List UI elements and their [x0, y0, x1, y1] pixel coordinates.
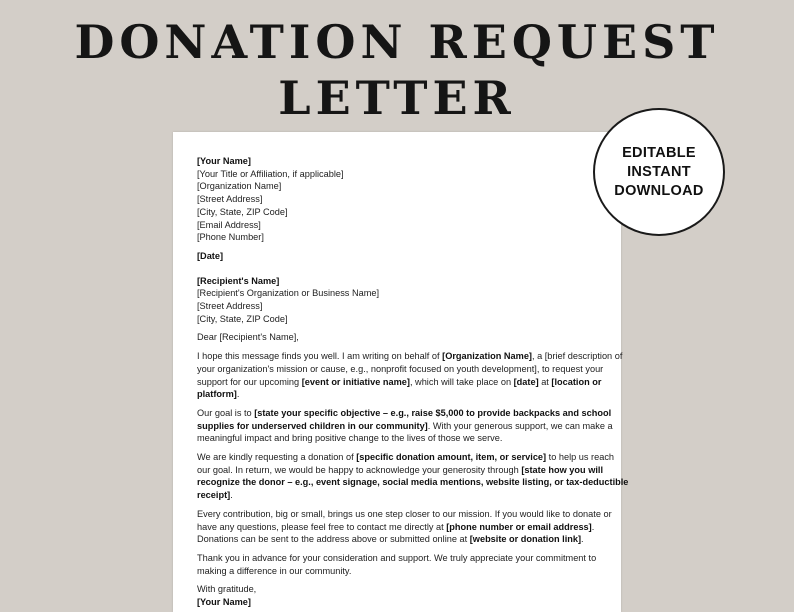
recipient-name: [Recipient's Name]: [197, 275, 280, 286]
paragraph-thanks: Thank you in advance for your consideration and support. We truly appreciate your commitment to making a difference in our community.: [197, 552, 597, 576]
closing-block: [197, 583, 597, 608]
editable-download-badge: [593, 108, 725, 236]
paragraph-goal: Our goal is to [state your specific objective – e.g., raise $5,000 to provide backpacks and school supplies for underserved children in our community]. With your generous support, we can make a meaningful impact and bring positive change to the lives of those we serve.: [197, 407, 613, 444]
sender-phone: [Phone Number]: [197, 232, 264, 243]
sender-title: [Your Title or Affiliation, if applicable]: [197, 168, 344, 179]
recipient-city: [City, State, ZIP Code]: [197, 313, 288, 324]
recipient-block: [197, 275, 597, 326]
letter-date: [Date]: [197, 250, 224, 261]
paragraph-request: We are kindly requesting a donation of [specific donation amount, item, or service] to help us reach our goal. In return, we would be happy to acknowledge your generosity through [state how you will recognize the donor – e.g., event signage, social media mentions, website listing, or tax-deductible receipt].: [197, 452, 629, 501]
salutation: Dear [Recipient's Name],: [197, 332, 299, 343]
paragraph-contact: Every contribution, big or small, brings us one step closer to our mission. If you would like to donate or have any questions, please feel free to contact me directly at [phone number or email address]. Donations can be sent to the address above or submitted online at [website or donation link].: [197, 508, 612, 545]
badge-line-2: INSTANT: [627, 163, 691, 180]
recipient-street: [Street Address]: [197, 301, 263, 312]
badge-line-3: DOWNLOAD: [614, 182, 704, 199]
sender-street: [Street Address]: [197, 194, 263, 205]
sender-name: [Your Name]: [197, 156, 251, 166]
sender-block: [197, 155, 597, 244]
title-line-2: LETTER: [278, 71, 516, 125]
sender-city: [City, State, ZIP Code]: [197, 206, 288, 217]
badge-line-1: EDITABLE: [622, 144, 696, 161]
sender-org: [Organization Name]: [197, 181, 282, 192]
letter-page: [173, 132, 629, 612]
recipient-org: [Recipient's Organization or Business Name]: [197, 288, 380, 299]
sender-email: [Email Address]: [197, 219, 261, 230]
letter-body: [197, 155, 629, 609]
signature: [Your Name]: [197, 597, 251, 608]
paragraph-intro: I hope this message finds you well. I am writing on behalf of [Organization Name], a [brief description of your organization's mission or cause, e.g., nonprofit focused on youth development], to request your support for our upcoming [event or initiative name], which will take place on [date] at [location or platform].: [197, 351, 623, 400]
closing: With gratitude,: [197, 584, 257, 595]
title-line-1: DONATION REQUEST: [74, 15, 720, 69]
